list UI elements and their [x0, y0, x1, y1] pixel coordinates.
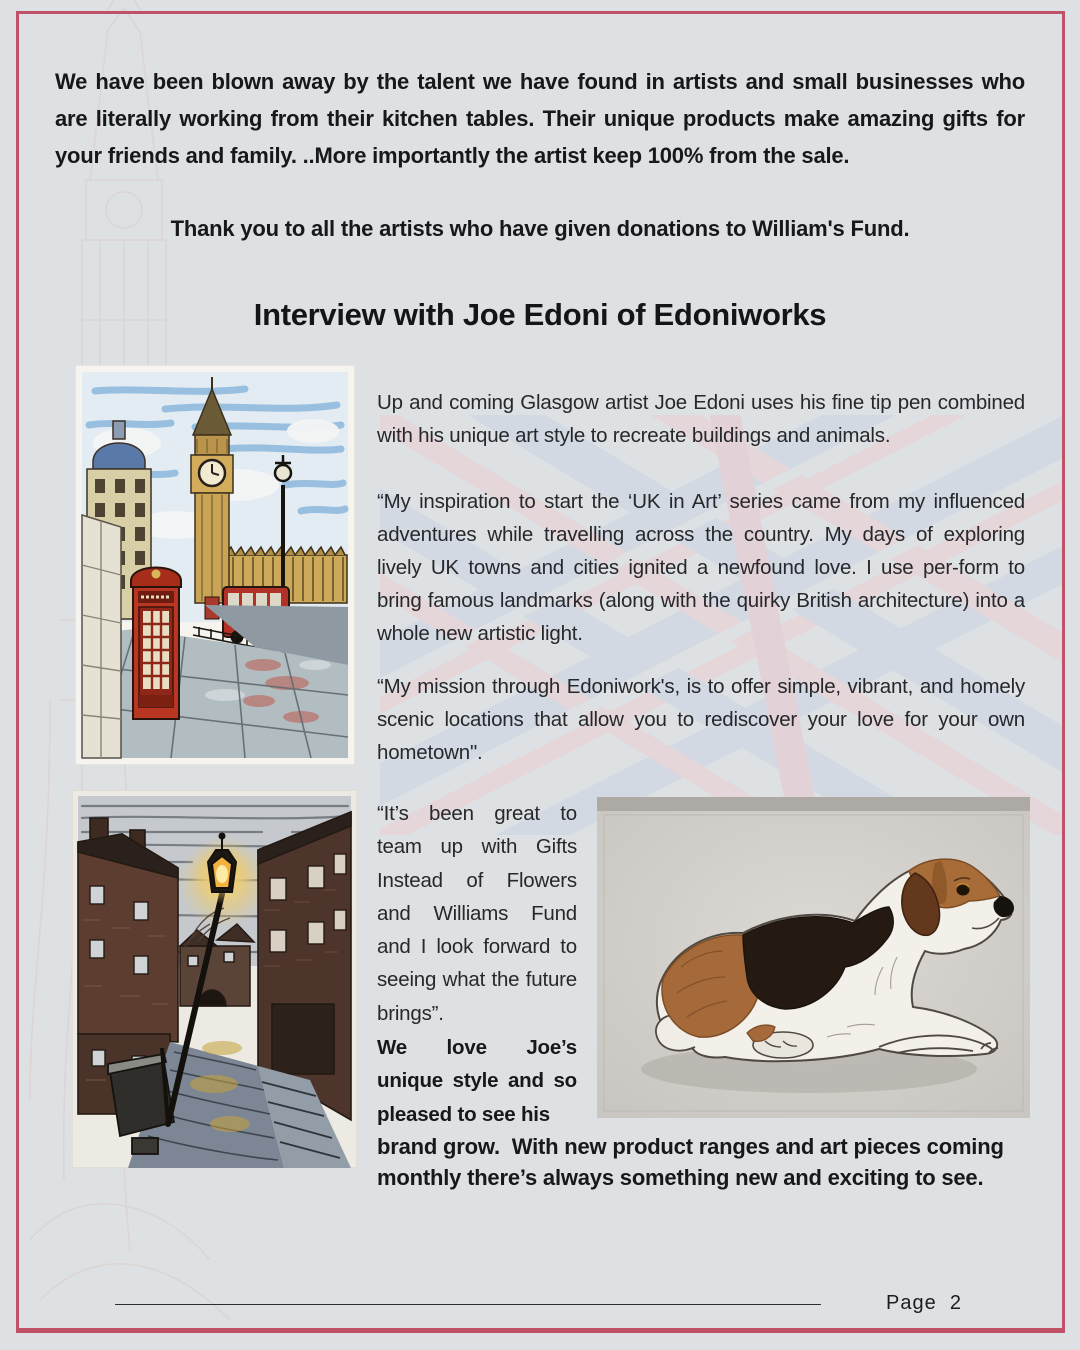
interview-paragraph-1: Up and coming Glasgow artist Joe Edoni uses his fine tip pen combined with his unique art style to recreate buildings and animals.	[377, 391, 1025, 447]
page-number-label: Page 2	[886, 1292, 962, 1314]
street-artwork	[72, 790, 357, 1168]
interview-heading: Interview with Joe Edoni of Edoniworks	[253, 297, 827, 332]
closing-paragraph-lead: We love Joe’s unique style and so pleased to see his	[377, 1036, 577, 1126]
interview-paragraph-2: “My inspiration to start the ‘UK in Art’ series came from my influenced adventures while travelling across the country. My days of exploring lively UK towns and cities ignited a newfound love. I use per-form to bring famous landmarks (along with the quirky British architecture) into a whole new artistic light.	[377, 490, 1025, 645]
intro-paragraph: We have been blown away by the talent we have found in artists and small businesses who are literally working from their kitchen tables. Their unique products make amazing gifts for your friends and family. ..More importantly the artist keep 100% from the sale.	[55, 69, 1025, 168]
beagle-artwork	[597, 797, 1030, 1118]
interview-paragraph-3: “My mission through Edoniwork's, is to offer simple, vibrant, and homely scenic locations that allow you to rediscover your love for your own hometown".	[377, 675, 1025, 764]
london-artwork-image	[75, 365, 355, 765]
closing-paragraph-rest: brand grow. With new product ranges and art pieces coming monthly there’s always something new and exciting to see.	[377, 1134, 1010, 1190]
beagle-artwork-image	[597, 797, 1030, 1118]
street-artwork-image	[72, 790, 357, 1168]
thanks-line: Thank you to all the artists who have given donations to William's Fund.	[170, 216, 910, 241]
interview-paragraph-4: “It’s been great to team up with Gifts Instead of Flowers and Williams Fund and I look forward to seeing what the future brings”.	[377, 802, 577, 1025]
footer-divider	[115, 1304, 821, 1305]
london-artwork	[75, 365, 355, 765]
